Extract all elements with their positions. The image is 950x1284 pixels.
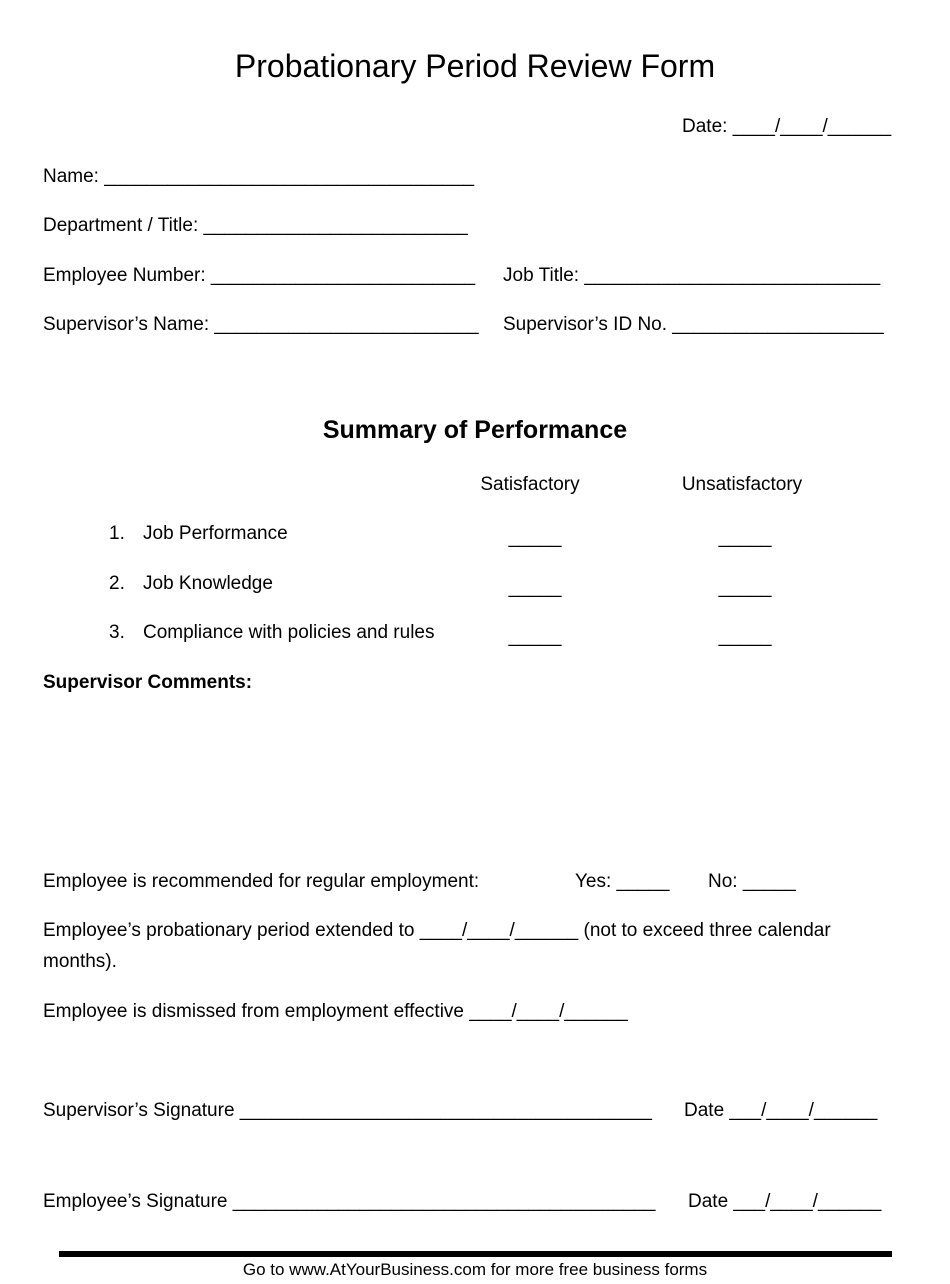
probation-extension-continuation: months).	[43, 951, 117, 972]
recommendation-no-field[interactable]: No: _____	[708, 871, 796, 892]
summary-item-compliance: Compliance with policies and rules	[143, 622, 435, 643]
summary-item-job-performance: Job Performance	[143, 523, 288, 544]
job-knowledge-satisfactory-blank[interactable]: _____	[508, 577, 562, 598]
supervisor-comments-area[interactable]	[43, 700, 903, 850]
job-performance-unsatisfactory-blank[interactable]: _____	[718, 527, 772, 548]
form-title: Probationary Period Review Form	[234, 48, 716, 84]
footer-divider	[59, 1251, 892, 1257]
job-title-field[interactable]: Job Title: ____________________________	[503, 265, 881, 286]
footer-text: Go to www.AtYourBusiness.com for more free business forms	[242, 1260, 708, 1279]
unsatisfactory-column-header: Unsatisfactory	[681, 474, 803, 495]
compliance-satisfactory-blank[interactable]: _____	[508, 626, 562, 647]
department-title-field[interactable]: Department / Title: _________________________	[43, 215, 468, 236]
supervisor-name-field[interactable]: Supervisor’s Name: _________________________	[43, 314, 479, 335]
recommendation-yes-field[interactable]: Yes: _____	[575, 871, 670, 892]
supervisor-comments-label: Supervisor Comments:	[43, 672, 253, 693]
job-performance-satisfactory-blank[interactable]: _____	[508, 527, 562, 548]
summary-item-number: 2.	[109, 573, 125, 594]
summary-item-number: 3.	[109, 622, 125, 643]
name-field[interactable]: Name: ___________________________________	[43, 166, 475, 187]
satisfactory-column-header: Satisfactory	[480, 474, 580, 495]
probation-extension-field[interactable]: Employee’s probationary period extended to ____/____/______ (not to exceed three calendar	[43, 920, 831, 941]
form-date-field[interactable]: Date: ____/____/______	[682, 116, 892, 137]
dismissal-date-field[interactable]: Employee is dismissed from employment effective ____/____/______	[43, 1001, 628, 1022]
employee-number-field[interactable]: Employee Number: _________________________	[43, 265, 476, 286]
employee-signature-date-field[interactable]: Date ___/____/______	[688, 1191, 882, 1212]
summary-section-title: Summary of Performance	[322, 416, 628, 444]
supervisor-signature-date-field[interactable]: Date ___/____/______	[684, 1100, 878, 1121]
job-knowledge-unsatisfactory-blank[interactable]: _____	[718, 577, 772, 598]
summary-item-job-knowledge: Job Knowledge	[143, 573, 273, 594]
employee-signature-field[interactable]: Employee’s Signature ________________________________________	[43, 1191, 656, 1212]
recommendation-label: Employee is recommended for regular employment:	[43, 871, 480, 892]
supervisor-signature-field[interactable]: Supervisor’s Signature _______________________________________	[43, 1100, 652, 1121]
compliance-unsatisfactory-blank[interactable]: _____	[718, 626, 772, 647]
supervisor-id-field[interactable]: Supervisor’s ID No. ____________________	[503, 314, 884, 335]
summary-item-number: 1.	[109, 523, 125, 544]
